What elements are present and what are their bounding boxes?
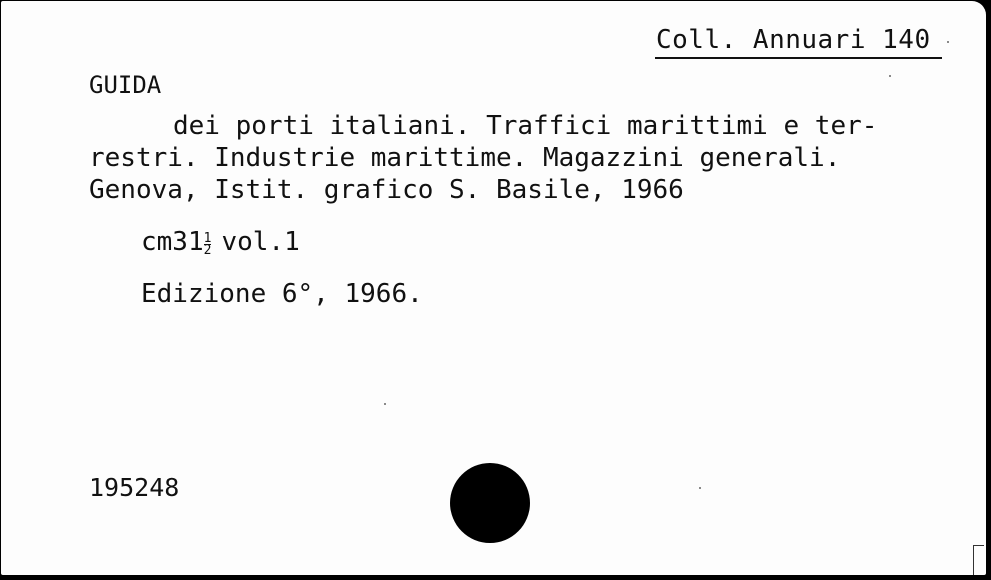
dust-speck <box>384 403 386 405</box>
title-line-1: dei porti italiani. Traffici marittimi e ter- <box>173 111 878 141</box>
main-heading: GUIDA <box>89 71 162 99</box>
punch-hole <box>450 463 530 543</box>
size-fraction-denominator: 2 <box>203 243 212 258</box>
size-fraction <box>204 233 212 256</box>
catalog-card <box>1 1 986 575</box>
size-fraction-numerator: 1 <box>203 231 212 246</box>
title-line-3: Genova, Istit. grafico S. Basile, 1966 <box>89 175 684 205</box>
call-number-underline <box>655 57 942 59</box>
physical-description <box>141 229 300 256</box>
accession-number: 195248 <box>89 473 180 502</box>
title-line-2: restri. Industrie marittime. Magazzini generali. <box>89 143 841 173</box>
size-value: cm31 <box>141 227 204 257</box>
dust-speck <box>699 487 701 489</box>
call-number: Coll. Annuari 140 <box>656 25 931 55</box>
dust-speck <box>889 75 891 77</box>
dust-speck <box>947 41 949 43</box>
card-corner-edge <box>973 545 984 575</box>
volume-count: vol.1 <box>221 227 300 257</box>
edition-statement: Edizione 6°, 1966. <box>141 279 423 309</box>
